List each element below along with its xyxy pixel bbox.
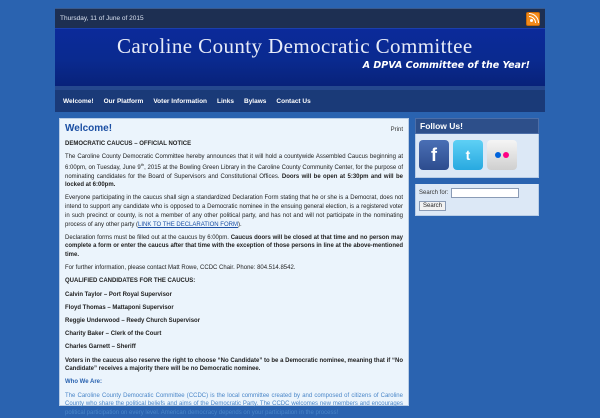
qualified-heading: QUALIFIED CANDIDATES FOR THE CAUCUS:: [65, 278, 196, 285]
print-link[interactable]: Print: [390, 127, 403, 133]
text-span: The Caroline County Democratic Committee hereby announces that it will hold a countywide Assembled Caucus beginning at 6:00pm, on Tuesday, June 9: [65, 154, 403, 171]
nav-item-our-platform[interactable]: Our Platform: [103, 97, 144, 105]
site-title[interactable]: Caroline County Democratic Committee: [117, 34, 473, 58]
candidate-item: Charity Baker – Clerk of the Court: [65, 331, 162, 338]
paragraph-declaration: [65, 194, 403, 229]
no-candidate-notice: Voters in the caucus also reserve the right to choose “No Candidate” to be a Democratic nominee, meaning that if “No Candidate” receives a majority there will be no Democratic nominee.: [65, 357, 403, 373]
candidate-item: Charles Garnett – Sheriff: [65, 344, 136, 351]
site-header: [55, 28, 545, 86]
candidate-item: Reggie Underwood – Reedy Church Supervisor: [65, 318, 201, 324]
declaration-form-link[interactable]: LINK TO THE DECLARATION FORM: [138, 221, 238, 228]
search-row: [419, 188, 535, 198]
text-span: , 2015 at the Bowling Green Library in the Caroline County Community Center, for the purpose of nominating candidates for the Board of Supervisors and Constitutional Offices.: [65, 164, 404, 180]
who-we-are-text: The Caroline County Democratic Committee (CCDC) is the local committee created by and composed of citizens of Caroline County who share the political beliefs and aims of the Democratic Party. The CCDC welcomes new members and encourages political participation on every level. American democracy depends on your participation in the process!: [65, 392, 403, 416]
who-we-are-heading: Who We Are:: [65, 379, 102, 386]
search-widget: [415, 184, 539, 216]
main-nav: [55, 86, 545, 112]
facebook-glyph: f: [431, 144, 437, 165]
page-title: Welcome!: [65, 123, 113, 134]
facebook-icon[interactable]: [419, 140, 449, 170]
main-content: [59, 118, 409, 416]
twitter-icon[interactable]: [453, 140, 483, 170]
search-label: Search for:: [419, 190, 449, 196]
top-bar: [55, 8, 545, 28]
flickr-dot-blue: [495, 152, 501, 158]
body-area: [55, 112, 545, 416]
follow-us-heading: Follow Us!: [415, 118, 539, 134]
current-date: Thursday, 11 of June of 2015: [60, 15, 144, 22]
candidate-item: Floyd Thomas – Mattaponi Supervisor: [65, 304, 174, 311]
text-span: ).: [237, 221, 242, 228]
sidebar: [415, 118, 539, 406]
paragraph-caucus-announcement: [65, 153, 403, 190]
site-tagline: A DPVA Committee of the Year!: [362, 60, 530, 71]
search-input[interactable]: [451, 188, 519, 198]
flickr-dot-pink: [503, 152, 509, 158]
deadline-notice: Caucus doors will be closed at that time and no person may complete a form or enter the caucus after that time with the exception of those persons in line at the above-mentioned time.: [65, 234, 403, 259]
nav-item-voter-information[interactable]: Voter Information: [153, 97, 208, 105]
paragraph-contact: For further information, please contact Matt Rowe, CCDC Chair. Phone: 804.514.8542.: [65, 265, 296, 272]
ordinal-suffix: th: [140, 161, 145, 167]
nav-item-welcome[interactable]: Welcome!: [63, 97, 94, 105]
content-header: [65, 123, 403, 134]
flickr-icon[interactable]: [487, 140, 517, 170]
nav-item-links[interactable]: Links: [217, 97, 234, 105]
social-icons: [415, 134, 539, 178]
nav-item-bylaws[interactable]: Bylaws: [244, 97, 267, 105]
candidate-item: Calvin Taylor – Port Royal Supervisor: [65, 291, 172, 298]
page-wrapper: [55, 8, 545, 416]
text-span: Everyone participating in the caucus shall sign a standardized Declaration Form stating that he or she is a Democrat, does not intend to support any candidate who is opposed to a Democratic nominee in the ensuing general election, is a registered voter in such precinct or county, is not a member of any other political party, and has not and will not participate in the nominating process of any other party (: [65, 195, 403, 228]
paragraph-deadline: [65, 234, 403, 260]
notice-heading: DEMOCRATIC CAUCUS – OFFICIAL NOTICE: [65, 141, 192, 147]
doors-notice: Doors will be open at 5:30pm and will be locked at 6:00pm.: [65, 173, 403, 189]
twitter-glyph: t: [465, 147, 471, 163]
nav-item-contact-us[interactable]: Contact Us: [276, 97, 311, 105]
rss-icon[interactable]: [526, 12, 540, 26]
search-button[interactable]: Search: [419, 201, 446, 211]
text-span: Declaration forms must be filled out at the caucus by 6:00pm.: [65, 234, 231, 241]
